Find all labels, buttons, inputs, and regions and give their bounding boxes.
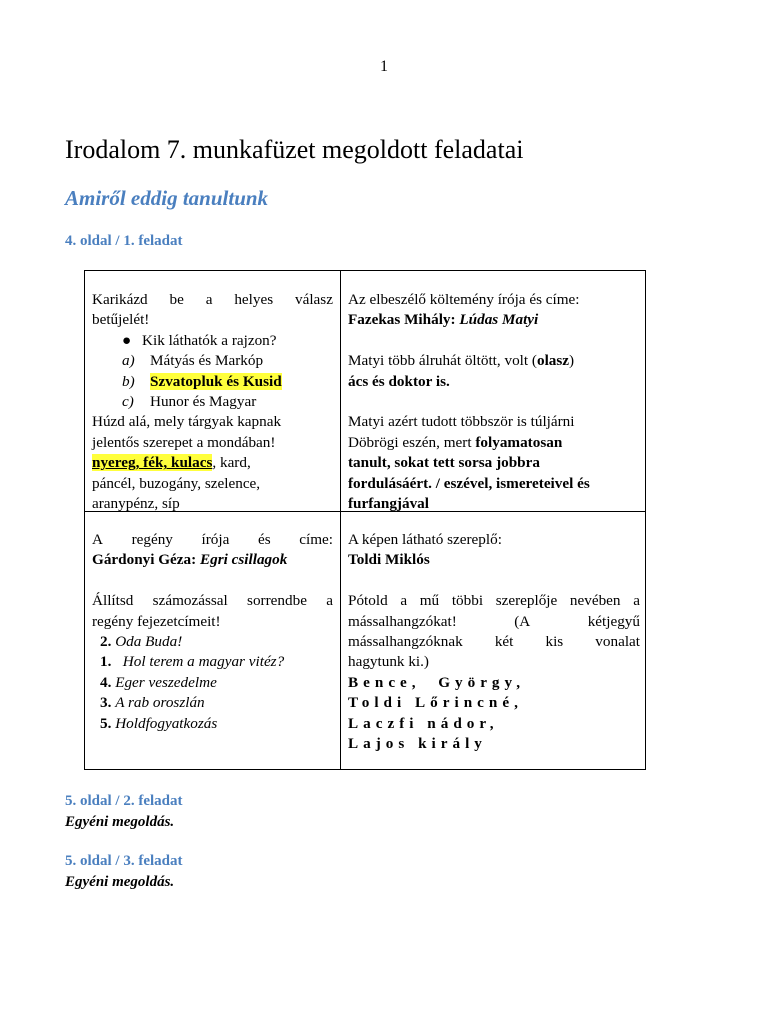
instruction-underline-cont: jelentős szerepet a mondában!	[92, 433, 276, 451]
answer-novel-author-title: Gárdonyi Géza: Egri csillagok	[92, 551, 288, 569]
instruction-order: Állítsd számozással sorrendbe a	[92, 592, 333, 610]
section-note-5-3: Egyéni megoldás.	[65, 874, 175, 890]
disguise-sentence-cont: ács és doktor is.	[348, 372, 450, 390]
reason-sentence-2: Döbrögi eszén, mert folyamatosan	[348, 433, 563, 451]
question-author-title-novel: A regény írója és címe:	[92, 531, 333, 548]
bullet-icon: ●	[122, 331, 132, 349]
objects-list-cont: páncél, buzogány, szelence,	[92, 474, 261, 492]
instruction-underline: Húzd alá, mely tárgyak kapnak	[92, 413, 282, 431]
option-b: b) Szvatopluk és Kusid	[122, 372, 282, 390]
chapter-item: 1. Hol terem a magyar vitéz?	[100, 653, 285, 671]
reason-sentence-5: furfangjával	[348, 495, 429, 513]
instruction-consonants-3: mássalhangzóknak két kis vonalat	[348, 633, 640, 651]
instruction-circle-cont: betűjelét!	[92, 311, 150, 329]
section-heading-5-2: 5. oldal / 2. feladat	[65, 793, 183, 809]
reason-sentence: Matyi azért tudott többször is túljárni	[348, 413, 575, 431]
document-title: Irodalom 7. munkafüzet megoldott feladatai	[65, 135, 524, 164]
answer-author-title: Fazekas Mihály: Lúdas Matyi	[348, 311, 539, 329]
page-number: 1	[380, 58, 388, 75]
answer-character: Toldi Miklós	[348, 551, 430, 569]
instruction-consonants: Pótold a mű többi szereplője nevében a	[348, 592, 640, 610]
bullet-question: ● Kik láthatók a rajzon?	[92, 331, 333, 351]
instruction-consonants-2: mássalhangzókat! (A kétjegyű	[348, 612, 640, 630]
question-author-title: Az elbeszélő költemény írója és címe:	[348, 291, 580, 308]
answer-table	[84, 270, 646, 770]
cell-egri-csillagok	[92, 530, 333, 734]
underlined-answer: nyereg, fék, kulacs	[92, 454, 213, 472]
option-c: c) Hunor és Magyar	[122, 393, 257, 411]
section-note-5-2: Egyéni megoldás.	[65, 814, 175, 830]
instruction-order-cont: regény fejezetcímeit!	[92, 612, 221, 630]
reason-sentence-4: fordulásáért. / eszével, ismereteivel és	[348, 474, 590, 492]
character-names: Lajos király	[348, 735, 487, 753]
instruction-circle: Karikázd be a helyes válasz	[92, 291, 333, 308]
reason-sentence-3: tanult, sokat tett sorsa jobbra	[348, 454, 540, 472]
character-names: Bence, György,	[348, 673, 526, 691]
section-heading-4-1: 4. oldal / 1. feladat	[65, 233, 183, 249]
question-character: A képen látható szereplő:	[348, 531, 502, 548]
instruction-consonants-4: hagytunk ki.)	[348, 653, 429, 671]
cell-toldi	[348, 530, 640, 754]
chapter-item: 3. A rab oroszlán	[100, 694, 205, 712]
option-a: a) Mátyás és Markóp	[122, 352, 264, 370]
disguise-sentence: Matyi több álruhát öltött, volt (olasz)	[348, 352, 575, 370]
character-names: Toldi Lőrincné,	[348, 694, 523, 712]
cell-ludas-matyi	[348, 290, 640, 514]
chapter-item: 5. Holdfogyatkozás	[100, 714, 218, 732]
cell-legend-questions	[92, 290, 333, 514]
objects-list: nyereg, fék, kulacs, kard,	[92, 454, 251, 472]
table-column-divider	[340, 271, 341, 769]
objects-list-end: aranypénz, síp	[92, 495, 180, 513]
character-names: Laczfi nádor,	[348, 714, 499, 732]
document-subtitle: Amiről eddig tanultunk	[65, 186, 269, 210]
chapter-item: 2. Oda Buda!	[100, 633, 183, 651]
chapter-item: 4. Eger veszedelme	[100, 673, 217, 691]
section-heading-5-3: 5. oldal / 3. feladat	[65, 853, 183, 869]
correct-answer-highlight: Szvatopluk és Kusid	[150, 372, 282, 390]
